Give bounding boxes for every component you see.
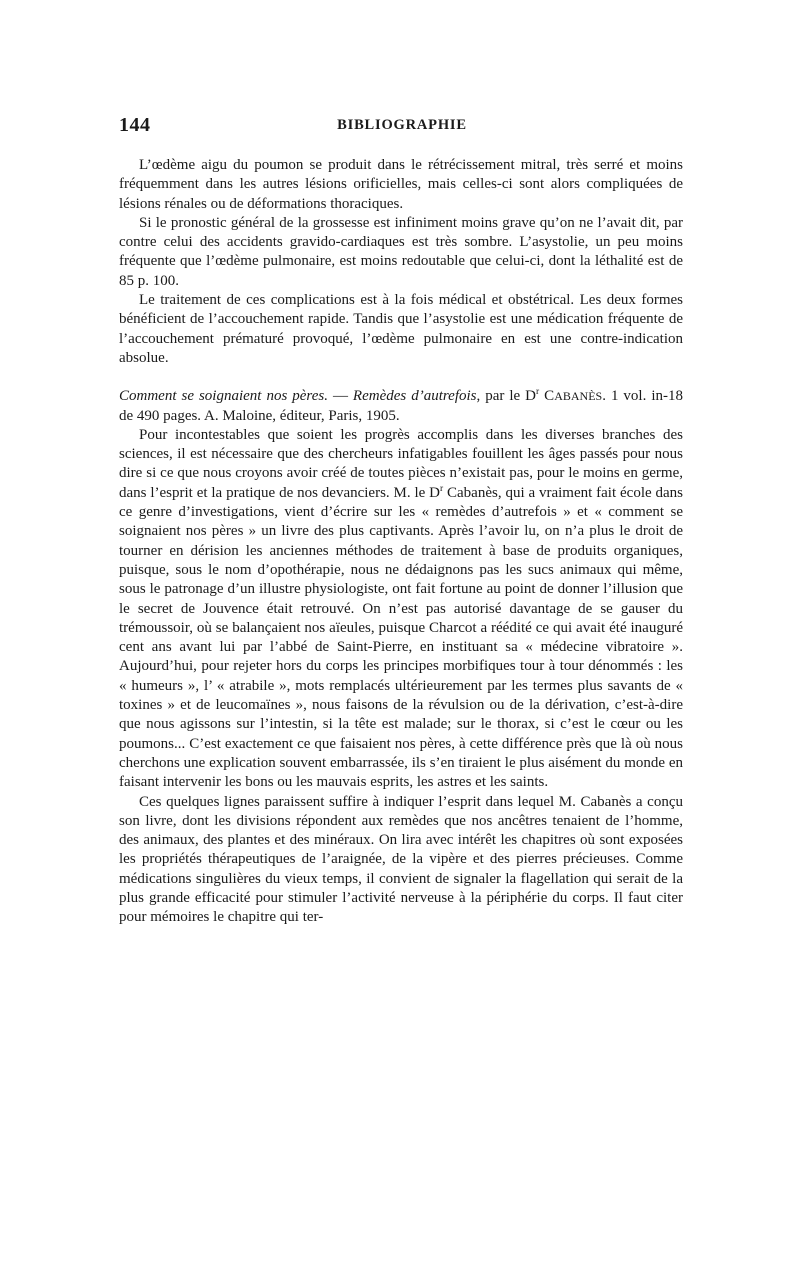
reference-dash: — xyxy=(327,388,353,405)
review-paragraph-2: Ces quelques lignes paraissent suffire à indiquer l’esprit dans lequel M. Cabanès a conçu son livre, dont les divisions répondent aux remèdes que nos ancêtres tenaient de l’homme, des animaux, des plantes et des minéraux. On lira avec intérêt les chapitres où sont exposées les propriétés thérapeutiques de l’araignée, de la vipère et des pierres précieuses. Comme médications singulières du vieux temps, il convient de signaler la flagellation qui serait de la plus grande efficacité pour stimuler l’activité nerveuse à la périphérie du corps. Il faut citer pour mémoires le chapitre qui ter- xyxy=(119,793,683,926)
paragraph-treatment: Le traitement de ces complications est à la fois médical et obstétrical. Les deux formes bénéficient de l’accouchement rapide. Tandis que l’asystolie est une médication fréquente de l’accouchement prématuré provoqué, l’œdème pulmonaire en est une contre-indication absolue. xyxy=(119,292,683,366)
doctor-superscript: r xyxy=(536,387,540,398)
reference-author-initial: C xyxy=(539,388,555,405)
page-header xyxy=(119,114,685,140)
reference-author-rest: ABANÈS xyxy=(554,389,603,404)
reference-by: , par le D xyxy=(476,388,537,405)
page-number: 144 xyxy=(119,114,151,136)
paragraph-prognosis: Si le pronostic général de la grossesse est infiniment moins grave qu’on ne l’avait dit, par contre celui des accidents gravido-cardiaques est très sombre. L’asystolie, un peu moins fréquente que l’œdème pulmonaire, est moins redoutable que celui-ci, dont la léthalité est de 85 p. 100. xyxy=(119,214,683,289)
book-reference xyxy=(119,387,683,426)
paragraph-pulmonary-edema: L’œdème aigu du poumon se produit dans le rétrécissement mitral, très serré et moins fréquemment dans les autres lésions orificielles, mais celles-ci sont alors compliquées de lésions rénales ou de déformations thoraciques. xyxy=(119,157,683,212)
doctor-superscript-review: r xyxy=(439,483,444,494)
page-body xyxy=(119,156,683,928)
reference-subtitle: Remèdes d’autrefois xyxy=(352,388,477,405)
reference-title: Comment se soignaient nos pères. xyxy=(119,388,328,405)
review-text-a: Pour incontestables que soient les progrès accomplis dans les diverses branches des sciences, il est nécessaire que des chercheurs infatigables fouillent les âges passés pour nous dire si ce que nous croyons avoir créé de toutes pièces n’existait pas, pour le moins en germe, dans l’esprit et la pratique de nos devanciers. M. le D xyxy=(119,426,683,501)
running-title: BIBLIOGRAPHIE xyxy=(337,117,467,133)
review-text-b: Cabanès, qui a vraiment fait école dans ce genre d’investigations, vient d’écrire sur les « remèdes d’autrefois » et « comment se soignaient nos pères » un livre des plus captivants. Après l’avoir lu, on n’a plus le droit de tourner en dérision les anciennes méthodes de traitement à base de produits organiques, puisque, sous le nom d’opothérapie, nous ne dédaignons pas les sucs animaux qui même, sous le patronage d’un illustre physiologiste, ont fait fortune au point de donner l’illusion que le secret de Jouvence était retrouvé. On n’est pas autorisé davantage de se gauser du trémoussoir, où se balançaient nos aïeules, puisque Charcot a réédité ce qui avait été inauguré cent ans avant lui par l’abbé de Saint-Pierre, en instituant sa « médecine vibratoire ». Aujourd’hui, pour rejeter hors du corps les principes morbifiques tour à tour dénommés : les « humeurs », l’ « atrabile », mots remplacés ultérieurement par les termes plus savants de « toxines » et de leucomaïnes », nous faisons de la révulsion ou de la dérivation, c’est-à-dire que nous agissons sur l’intestin, si la tête est malade; sur le thorax, si c’est le cœur ou les poumons... C’est exactement ce que faisaient nos pères, à cette différence près que là où nous cherchons une explication souvent embarrassée, ils s’en tiraient le plus aisément du monde en faisant intervenir les bons ou les mauvais esprits, les astres et les saints. xyxy=(119,484,683,791)
reference-details: . 1 vol. in-18 de 490 pages. A. Maloine, éditeur, Paris, 1905. xyxy=(119,388,683,424)
review-paragraph-1 xyxy=(119,426,683,793)
